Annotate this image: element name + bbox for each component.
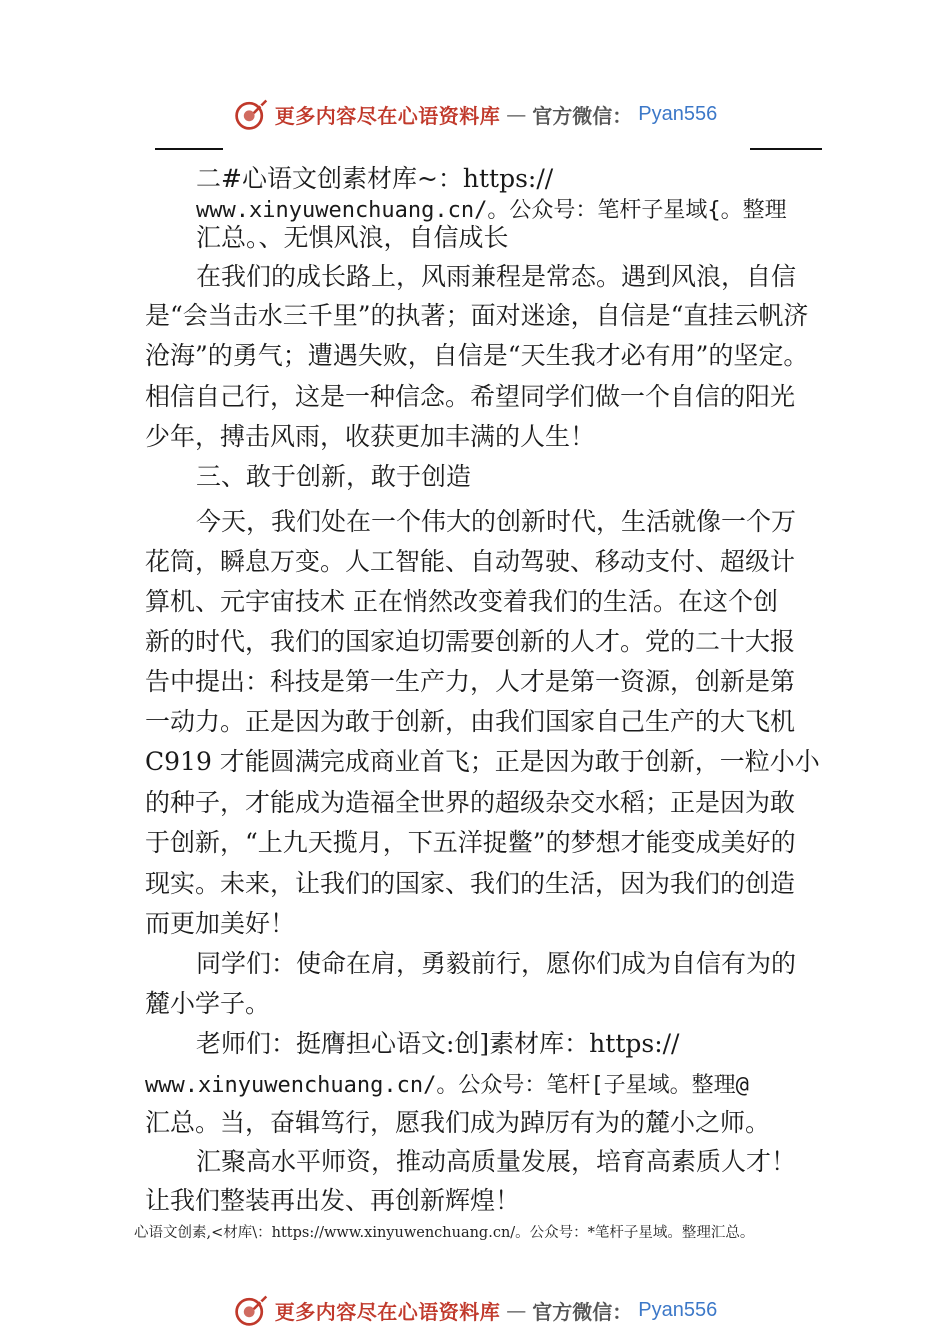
text-line: 今天，我们处在一个伟大的创新时代，生活就像一个万 bbox=[196, 507, 797, 536]
banner-title: 更多内容尽在心语资料库 bbox=[274, 1299, 501, 1324]
text-line: 是“会当击水三千里”的执著；面对迷途，自信是“直挂云帆济 bbox=[145, 301, 809, 330]
text-line: 新的时代，我们的国家迫切需要创新的人才。党的二十大报 bbox=[145, 627, 796, 656]
text-line: 而更加美好！ bbox=[145, 909, 296, 938]
header-rule-left bbox=[155, 148, 223, 150]
text-line bbox=[145, 1067, 749, 1103]
banner-wechat-id: Pyan556 bbox=[638, 1298, 718, 1321]
section-heading: 三、敢于创新，敢于创造 bbox=[196, 462, 472, 491]
text-line: 于创新，“上九天揽月，下五洋捉鳖”的梦想才能变成美好的 bbox=[145, 828, 796, 857]
text-line: 二#心语文创素材库~：https:// bbox=[196, 164, 554, 193]
header-banner bbox=[0, 92, 950, 136]
text-line: 少年，搏击风雨，收获更加丰满的人生！ bbox=[145, 422, 596, 451]
banner-wechat-label: 官方微信： bbox=[532, 103, 633, 128]
url-text: www.xinyuwenchuang.cn/。公众号：笔杆子星域{。整理 bbox=[196, 198, 787, 223]
footer-note: 心语文创素,<材库\：https://www.xinyuwenchuang.cn/。公众号：*笔杆子星域。整理汇总。 bbox=[134, 1225, 755, 1241]
banner-wechat-label: 官方微信： bbox=[532, 1299, 633, 1324]
banner-separator: — bbox=[506, 102, 527, 126]
text-line: 算机、元宇宙技术 正在悄然改变着我们的生活。在这个创 bbox=[145, 587, 778, 616]
text-line: 汇总。当，奋辑笃行，愿我们成为踔厉有为的麓小之师。 bbox=[145, 1108, 771, 1137]
text-line: 相信自己行，这是一种信念。希望同学们做一个自信的阳光 bbox=[145, 382, 796, 411]
text-line: 的种子，才能成为造福全世界的超级杂交水稻；正是因为敢 bbox=[145, 788, 796, 817]
text-line: 花筒，瞬息万变。人工智能、自动驾驶、移动支付、超级计 bbox=[145, 547, 796, 576]
text-line: 现实。未来，让我们的国家、我们的生活，因为我们的创造 bbox=[145, 869, 796, 898]
logo-icon bbox=[233, 1292, 269, 1328]
footer-banner bbox=[0, 1288, 950, 1332]
header-rule-right bbox=[750, 148, 822, 150]
text-line: 一动力。正是因为敢于创新，由我们国家自己生产的大飞机 bbox=[145, 707, 796, 736]
url-text: www.xinyuwenchuang.cn/。公众号：笔杆[子星域。整理@ bbox=[145, 1073, 749, 1098]
text-line: C919 才能圆满完成商业首飞；正是因为敢于创新，一粒小小 bbox=[145, 747, 820, 776]
text-line: 告中提出：科技是第一生产力，人才是第一资源，创新是第 bbox=[145, 667, 796, 696]
text-line: 汇聚高水平师资，推动高质量发展，培育高素质人才！ bbox=[196, 1147, 797, 1176]
logo-icon bbox=[233, 96, 269, 132]
text-line: 麓小学子。 bbox=[145, 989, 271, 1018]
text-line: 汇总。、无惧风浪，自信成长 bbox=[196, 223, 509, 252]
text-line: 同学们：使命在肩，勇毅前行，愿你们成为自信有为的 bbox=[196, 949, 797, 978]
banner-title: 更多内容尽在心语资料库 bbox=[274, 103, 501, 128]
text-line: 在我们的成长路上，风雨兼程是常态。遇到风浪，自信 bbox=[196, 262, 797, 291]
text-line: 沧海”的勇气；遭遇失败，自信是“天生我才必有用”的坚定。 bbox=[145, 341, 809, 370]
banner-wechat-id: Pyan556 bbox=[638, 102, 718, 125]
text-line: 老师们：挺膺担心语文:创]素材库：https:// bbox=[196, 1029, 680, 1058]
banner-separator: — bbox=[506, 1298, 527, 1322]
text-line: 让我们整装再出发、再创新辉煌！ bbox=[145, 1186, 521, 1215]
